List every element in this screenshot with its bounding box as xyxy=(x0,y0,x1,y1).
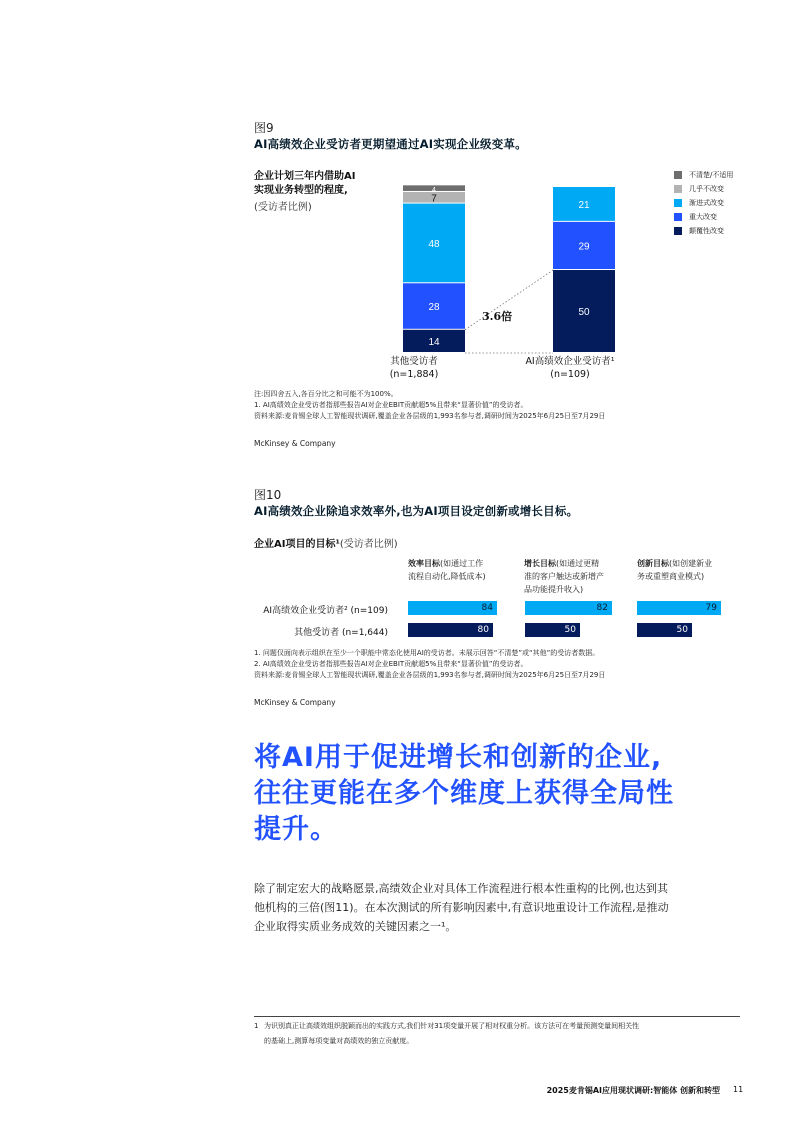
hbar xyxy=(525,601,612,615)
legend-swatch xyxy=(674,185,682,193)
figure-9-label: 图9 xyxy=(254,121,274,135)
hbar xyxy=(637,601,721,615)
hbar-value-label: 50 xyxy=(676,625,688,635)
bar-caption-hp-line2: (n=109) xyxy=(550,369,590,380)
bar-caption-others-line1: 其他受访者 xyxy=(390,356,438,367)
column-head-innovation xyxy=(637,557,749,583)
footer-title: 2025麦肯锡AI应用现状调研:智能体 创新和转型 xyxy=(546,1086,720,1095)
footnote-divider xyxy=(254,1016,740,1017)
body-line: 企业取得实质业务成效的关键因素之一¹。 xyxy=(254,920,457,933)
left-label-line2: 实现业务转型的程度, xyxy=(254,185,348,196)
legend-label: 几乎不改变 xyxy=(689,185,724,193)
col-head-rest: (如创建新业 xyxy=(669,559,713,568)
hbar xyxy=(408,623,493,637)
figure-10-notes xyxy=(254,648,605,681)
legend-item xyxy=(674,182,733,196)
note-line: 2. AI高绩效企业受访者指那些报告AI对企业EBIT贡献超5%且带来“显著价值”的受访者。 xyxy=(254,660,528,668)
figure-9-chart xyxy=(254,160,754,390)
col-head-line2: 准的客户触达或新增产 xyxy=(524,572,604,581)
legend-item xyxy=(674,210,733,224)
page-number: 11 xyxy=(733,1085,744,1094)
bar-value-label: 7 xyxy=(431,193,437,205)
legend-item xyxy=(674,168,733,182)
legend-label: 重大改变 xyxy=(689,213,717,221)
figure-10-chart-title xyxy=(254,535,398,550)
col-head-rest: (如通过工作 xyxy=(440,559,484,568)
col-head-rest: (如通过更精 xyxy=(556,559,600,568)
col-head-bold: 效率目标 xyxy=(408,559,440,568)
hbar xyxy=(637,623,692,637)
col-head-line2: 务或重塑商业模式) xyxy=(637,572,705,581)
column-head-growth xyxy=(524,557,636,596)
bar-value-label: 48 xyxy=(428,238,440,250)
bar-caption-others xyxy=(364,355,464,381)
headline-line3: 提升。 xyxy=(254,814,338,845)
left-label-sub: (受访者比例) xyxy=(254,202,312,213)
legend-swatch xyxy=(674,171,682,179)
bar-value-label: 29 xyxy=(578,241,590,253)
col-head-line2: 流程自动化,降低成本) xyxy=(408,572,486,581)
col-head-bold: 增长目标 xyxy=(524,559,556,568)
row-label-high-performers: AI高绩效企业受访者² (n=109) xyxy=(263,606,388,616)
bar-value-label: 50 xyxy=(578,307,590,318)
legend-item xyxy=(674,196,733,210)
left-label-line1: 企业计划三年内借助AI xyxy=(254,171,356,182)
hbar-value-label: 50 xyxy=(564,625,576,635)
hbar xyxy=(525,623,580,637)
figure-9-notes xyxy=(254,389,605,422)
legend-label: 颠覆性改变 xyxy=(689,227,724,235)
legend-swatch xyxy=(674,199,682,207)
multiplier-label: 3.6倍 xyxy=(482,310,513,323)
headline-line2: 往往更能在多个维度上获得全局性 xyxy=(254,778,674,809)
chart-title: 企业AI项目的目标¹ xyxy=(254,539,340,550)
note-line: 注:因四舍五入,各百分比之和可能不为100%。 xyxy=(254,390,398,398)
figure-10-bars xyxy=(408,601,753,641)
hbar-value-label: 84 xyxy=(481,603,493,613)
bar-caption-hp-line1: AI高绩效企业受访者¹ xyxy=(525,356,615,367)
figure-10-title: AI高绩效企业除追求效率外,也为AI项目设定创新或增长目标。 xyxy=(254,504,579,518)
body-paragraph xyxy=(254,879,754,936)
hbar-value-label: 80 xyxy=(477,625,489,635)
bar-caption-others-line2: (n=1,884) xyxy=(389,369,439,380)
note-line: 资料来源:麦肯锡全球人工智能现状调研,覆盖企业各层级的1,993名参与者,调研时间为2025年6月25日至7月29日 xyxy=(254,671,606,679)
body-line: 他机构的三倍(图11)。在本次测试的所有影响因素中,有意识地重设计工作流程,是推动 xyxy=(254,901,669,914)
row-label-others: 其他受访者 (n=1,644) xyxy=(294,628,388,638)
legend-item xyxy=(674,224,733,238)
figure-10-label: 图10 xyxy=(254,488,282,502)
section-headline xyxy=(254,740,764,848)
chart-subtitle: (受访者比例) xyxy=(339,539,398,550)
footnote-text xyxy=(264,1019,744,1049)
hbar-value-label: 82 xyxy=(596,603,608,613)
col-head-bold: 创新目标 xyxy=(637,559,669,568)
footnote-line: 为识别真正让高绩效组织脱颖而出的实践方式,我们针对31项变量开展了相对权重分析。该方法可在考量预测变量间相关性 xyxy=(264,1022,640,1030)
col-head-line3: 品功能提升收入) xyxy=(524,585,584,594)
figure-9-legend xyxy=(674,168,733,238)
brand-mckinsey: McKinsey & Company xyxy=(254,698,336,707)
footnote-number: 1 xyxy=(254,1022,259,1030)
legend-label: 渐进式改变 xyxy=(689,199,724,207)
brand-mckinsey: McKinsey & Company xyxy=(254,439,336,448)
note-line: 1. 问题仅面向表示组织在至少一个职能中常态化使用AI的受访者。未展示回答“不清楚”或“其他”的受访者数据。 xyxy=(254,649,600,657)
bar-caption-high-performers xyxy=(510,355,630,381)
legend-label: 不清楚/不适用 xyxy=(689,171,734,179)
note-line: 1. AI高绩效企业受访者指那些报告AI对企业EBIT贡献超5%且带来“显著价值”的受访者。 xyxy=(254,401,528,409)
bar-value-label: 14 xyxy=(428,336,440,348)
hbar xyxy=(408,601,497,615)
bar-value-label: 21 xyxy=(578,199,590,211)
bar-value-label: 28 xyxy=(428,302,440,314)
bar-value-label: 4 xyxy=(432,187,436,195)
body-line: 除了制定宏大的战略愿景,高绩效企业对具体工作流程进行根本性重构的比例,也达到其 xyxy=(254,882,668,895)
headline-line1: 将AI用于促进增长和创新的企业, xyxy=(254,742,663,773)
figure-9-title: AI高绩效企业受访者更期望通过AI实现企业级变革。 xyxy=(254,137,527,151)
hbar-value-label: 79 xyxy=(705,603,717,613)
note-line: 资料来源:麦肯锡全球人工智能现状调研,覆盖企业各层级的1,993名参与者,调研时间为2025年6月25日至7月29日 xyxy=(254,412,606,420)
footnote-line: 的基础上,测算每项变量对高绩效的独立贡献度。 xyxy=(264,1037,414,1045)
legend-swatch xyxy=(674,213,682,221)
column-head-efficiency xyxy=(408,557,520,583)
legend-swatch xyxy=(674,227,682,235)
